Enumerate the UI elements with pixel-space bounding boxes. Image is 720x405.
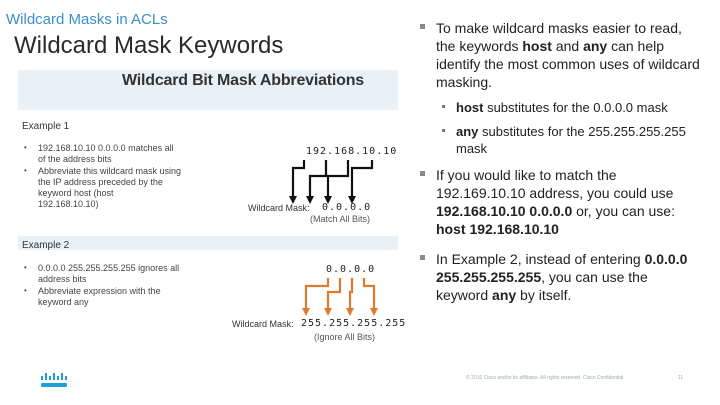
example2-bullet1-line2: address bits (38, 274, 87, 284)
example1-bullet1-line2: of the address bits (38, 154, 112, 164)
example2-bullet2-line1: Abbreviate expression with the (38, 286, 161, 296)
footer-copyright: © 2016 Cisco and/or its affiliates. All rights reserved. Cisco Confidential (466, 375, 624, 381)
example1-bullet2-line4: 192.168.10.10) (38, 199, 99, 209)
page-number: 11 (678, 375, 684, 381)
bullet-use-any: In Example 2, instead of entering 0.0.0.0 255.255.255.255, you can use the keyword any by itself. (420, 250, 700, 304)
example1-mask-note: (Match All Bits) (310, 214, 371, 224)
example1-mask-label: Wildcard Mask: (248, 203, 310, 213)
example1-bullet1-line1: 192.168.10.10 0.0.0.0 matches all (38, 143, 174, 153)
slide-title: Wildcard Mask Keywords (14, 32, 284, 59)
cisco-logo-icon (40, 372, 68, 388)
example1-arrows (288, 158, 398, 208)
figure-separator (18, 236, 398, 250)
example1-ip: 192.168.10.10 (306, 146, 398, 157)
bullet-keywords-intro: To make wildcard masks easier to read, the keywords host and any can help identify the most common uses of wildcard masking. (420, 19, 700, 91)
example1-mask-value: 0.0.0.0 (322, 202, 372, 213)
figure-banner-title: Wildcard Bit Mask Abbreviations (122, 72, 365, 89)
wildcard-abbreviation-figure: Wildcard Bit Mask Abbreviations Example 1 • 192.168.10.10 0.0.0.0 matches all of the address bits • Abbreviate this wildcard mask using the IP address preceded by the keyword host (host 192.168.10.10) 192.168.10.10 Wildcard Mask: 0.0.0.0 (Match All Bits) Example 2 • 0.0.0.0 255.255.255.255 ignores all address bits • Abbreviate expression with the keyword any 0.0.0.0 Wildcard Mask: 255.255.255.255 (Ignore All Bits) (18, 70, 398, 370)
example2-mask-label: Wildcard Mask: (232, 319, 294, 329)
example2-ip: 0.0.0.0 (326, 264, 376, 275)
section-title: Wildcard Masks in ACLs (6, 11, 168, 28)
bullet-match-host: If you would like to match the 192.169.10.10 address, you could use 192.168.10.10 0.0.0.0 or, you can use: host 192.168.10.10 (420, 166, 700, 238)
example2-bullet2-line2: keyword any (38, 297, 89, 307)
sub-bullet-any: any substitutes for the 255.255.255.255 mask (442, 123, 702, 157)
sub-bullet-host: host substitutes for the 0.0.0.0 mask (442, 99, 702, 116)
example2-arrows (300, 276, 400, 320)
example2-mask-value: 255.255.255.255 (301, 318, 407, 329)
example1-bullet2-line3: keyword host (host (38, 188, 114, 198)
example1-heading: Example 1 (22, 121, 70, 132)
example2-bullet1-line1: 0.0.0.0 255.255.255.255 ignores all (38, 263, 180, 273)
example2-heading: Example 2 (22, 240, 70, 251)
example1-bullet2-line2: the IP address preceded by the (38, 177, 163, 187)
example2-mask-note: (Ignore All Bits) (314, 332, 376, 342)
example1-bullet2-line1: Abbreviate this wildcard mask using (38, 166, 182, 176)
